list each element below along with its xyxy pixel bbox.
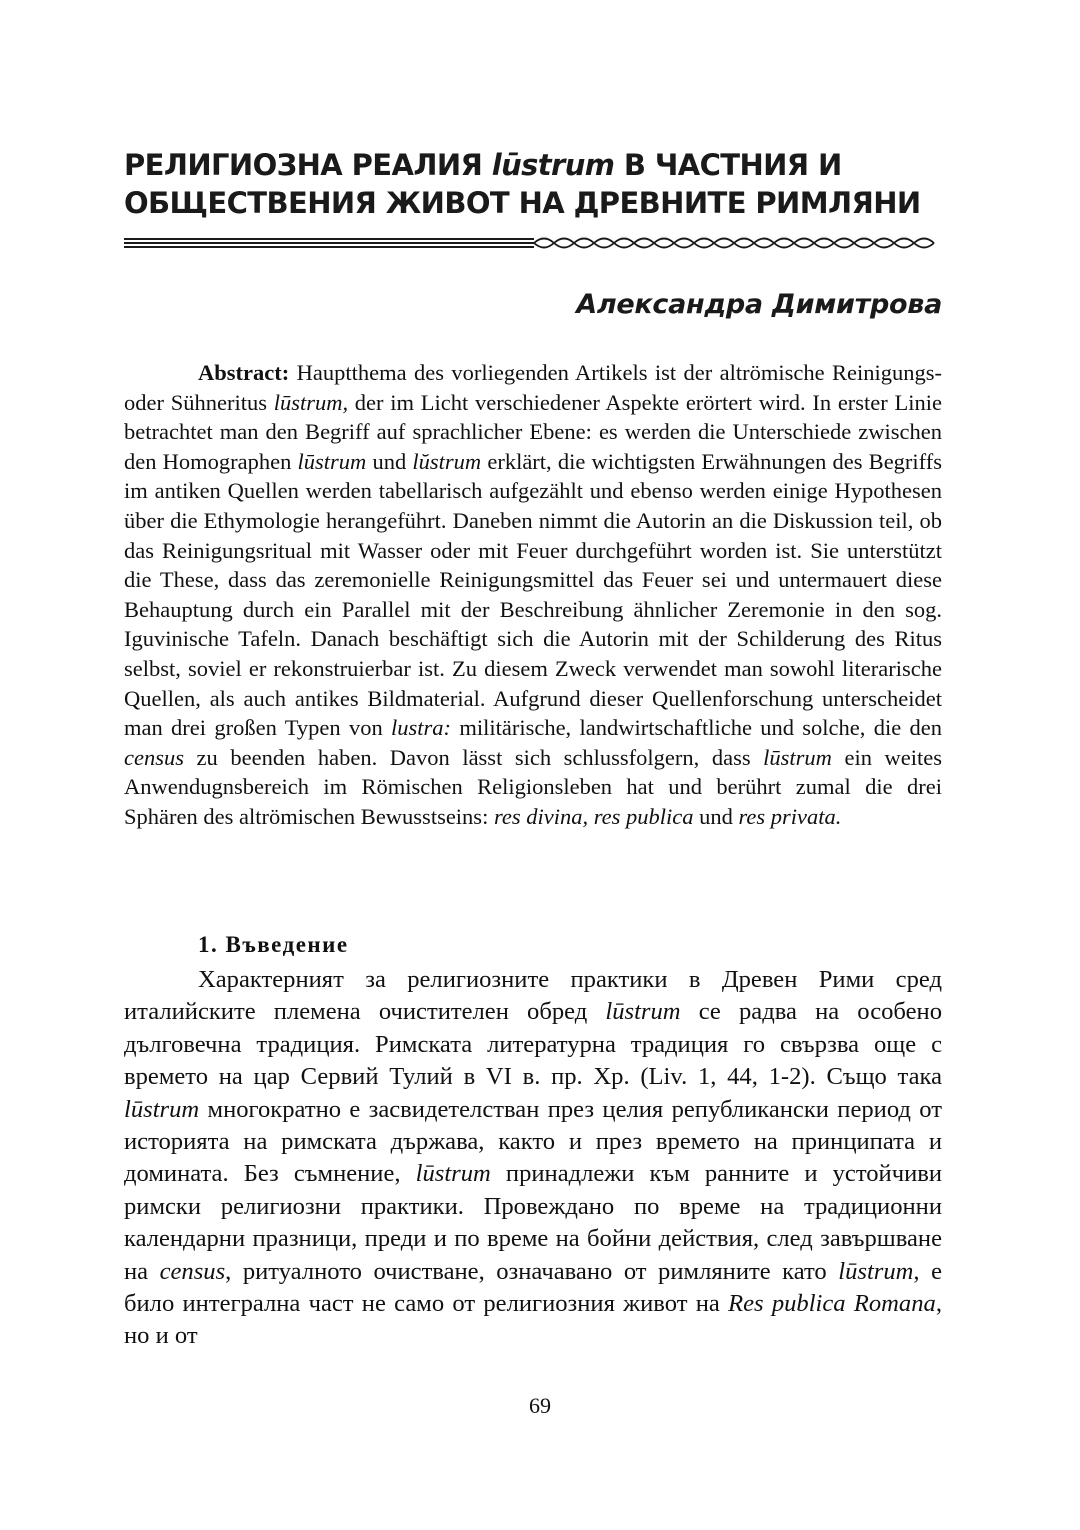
abstract-term: lūstrum (297, 448, 367, 474)
abstract-term: res privata. (738, 803, 842, 829)
abstract-text: zu beenden haben. Davon lässt sich schlussfolgern, dass (184, 744, 764, 770)
abstract-label: Abstract: (198, 360, 290, 385)
page-number: 69 (529, 1393, 551, 1418)
abstract-term: lustra: (391, 715, 452, 741)
body-term: lūstrum (124, 1095, 200, 1123)
title-part-2: В ЧАСТНИЯ И ОБЩЕСТВЕНИЯ ЖИВОТ НА ДРЕВНИТЕ РИМЛЯНИ (124, 148, 921, 220)
abstract-term: lūstrum (763, 744, 832, 770)
body-text: многократно е засвидетелстван през целия републикански период от историята на римската държава, както и през времето на принципата и домината. Без съмнение, (124, 1095, 942, 1188)
abstract-text: und (366, 448, 413, 474)
body-paragraph (124, 964, 942, 1353)
abstract-text: erklärt, die wichtigsten Erwähnungen des Begriffs im antiken Quellen werden tabellarisch aufgezählt und ebenso werden einige Hypothesen über die Ethymologie herangeführt. Daneben nimmt die Autorin an die Diskussion teil, ob das Reinigungsritual mit Wasser oder mit Feuer durchgeführt worden ist. Sie unterstützt die These, dass das zeremonielle Reinigungsmittel das Feuer sei und untermauert diese Behauptung durch ein Parallel mit der Beschreibung ähnlicher Zeremonie in den sog. Iguvinische Tafeln. Danach beschäftigt sich die Autorin mit der Schilderung des Ritus selbst, soviel er rekonstruierbar ist. Zu diesem Zweck verwendet man sowohl literarische Quellen, als auch antikes Bildmaterial. Aufgrund dieser Quellenforschung unterscheidet man drei großen Typen von (124, 448, 943, 741)
body-text: , но и от (124, 1290, 942, 1350)
title-part-1: РЕЛИГИОЗНА РЕАЛИЯ (124, 148, 492, 182)
body-text: Характерният за религиозните практики в Древен Рими сред италийските племена очистителен обред (124, 966, 942, 1026)
body-text: , е било интегрална част не само от религиозния живот на (124, 1257, 942, 1318)
body-term: lūstrum (605, 998, 681, 1026)
abstract-paragraph (124, 358, 942, 832)
section-heading: 1. Въведение (198, 932, 349, 957)
article-title (124, 146, 964, 222)
body-term: census (159, 1257, 226, 1285)
body-term: Res publica Romana (728, 1290, 936, 1318)
body-text: принадлежи към ранните и устойчиви римски религиозни практики. Провеждано по време на традиционни календарни празници, преди и по време на бойни действия, след завършване на (124, 1160, 943, 1285)
abstract-text: militärische, landwirtschaftliche und solche, die den (451, 715, 942, 741)
body-text: , ритуалното очистване, означавано от римляните като (225, 1257, 839, 1285)
divider-ornament-icon (124, 232, 944, 254)
abstract-term: lŭstrum (412, 448, 482, 474)
abstract-term: lūstrum, (273, 389, 349, 415)
body-text: се радва на особено дълговечна традиция. Римската литературна традиция го свързва още с времето на цар Сервий Тулий в VI в. пр. Хр. (Liv. 1, 44, 1-2). Също така (124, 998, 942, 1091)
abstract-text: und (693, 803, 739, 829)
body-term: lūstrum (838, 1257, 914, 1285)
abstract-text: der im Licht verschiedener Aspekte erörtert wird. In erster Linie betrachtet man den Begriff auf sprachlicher Ebene: es werden die Unterschiede zwischen den Homographen (124, 389, 942, 474)
body-term: lūstrum (415, 1160, 491, 1188)
abstract-term: res divina, res publica (493, 803, 694, 829)
abstract-text: ein weites Anwendugnsbereich im Römischen Religionsleben hat und berührt zumal die drei Sphären des altrömischen Bewusstseins: (124, 744, 942, 829)
title-term: lūstrum (491, 148, 615, 182)
abstract-text: Hauptthema des vorliegenden Artikels ist der altrömische Reinigungs- oder Sühneritus (124, 360, 942, 415)
author-name: Александра Димитрова (576, 289, 942, 320)
abstract-term: census (124, 744, 184, 770)
